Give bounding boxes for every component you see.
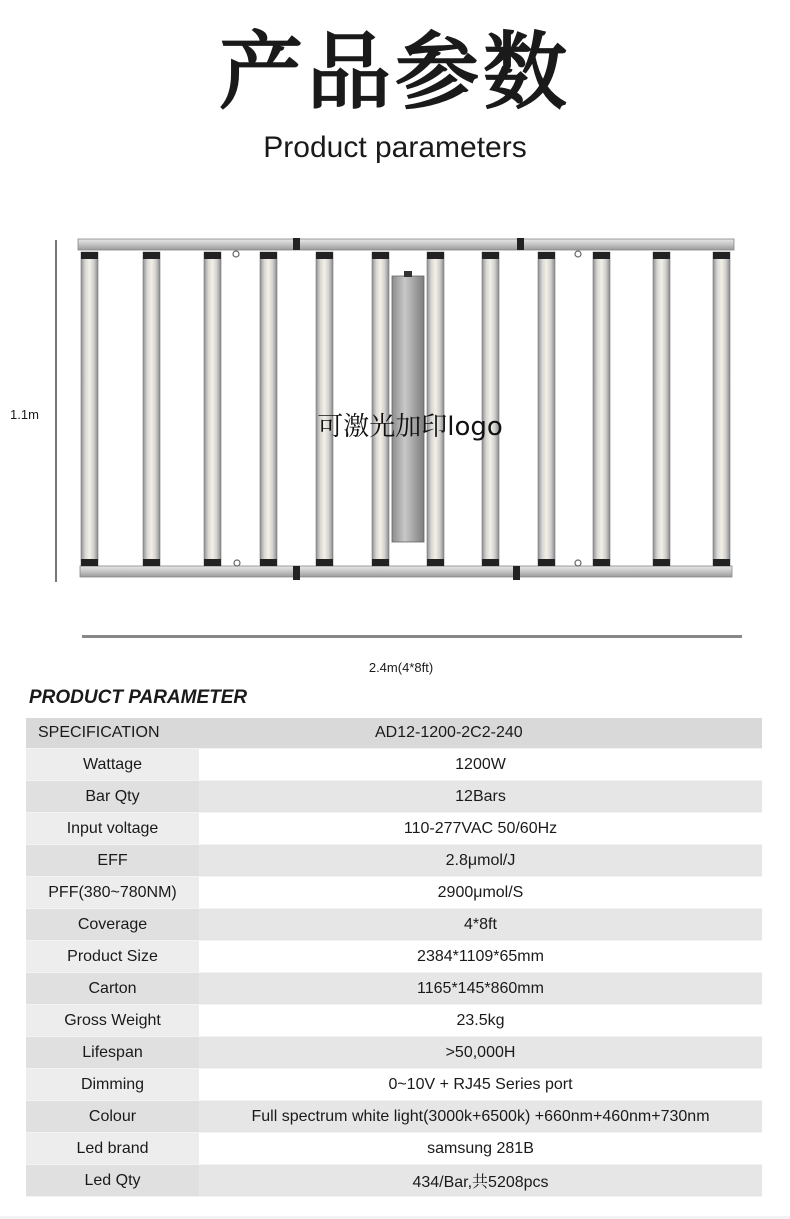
spec-label: Bar Qty — [26, 781, 199, 813]
spec-header-row — [26, 718, 762, 749]
spec-label: Input voltage — [26, 813, 199, 845]
spec-value: 1200W — [199, 749, 762, 781]
spec-label: Led brand — [26, 1133, 199, 1165]
width-dimension-label: 2.4m(4*8ft) — [368, 660, 434, 675]
spec-label: Lifespan — [26, 1037, 199, 1069]
page-title-en: Product parameters — [263, 131, 527, 164]
spec-value: Full spectrum white light(3000k+6500k) +660nm+460nm+730nm — [199, 1101, 762, 1133]
table-row — [26, 1165, 762, 1197]
spec-label: PFF(380~780NM) — [26, 877, 199, 909]
spec-label: Carton — [26, 973, 199, 1005]
spec-table — [26, 718, 762, 1197]
spec-label: Colour — [26, 1101, 199, 1133]
table-row — [26, 1101, 762, 1133]
spec-value: 23.5kg — [199, 1005, 762, 1037]
spec-value: 1165*145*860mm — [199, 973, 762, 1005]
table-row — [26, 1037, 762, 1069]
spec-value: 110-277VAC 50/60Hz — [199, 813, 762, 845]
spec-header-value: AD12-1200-2C2-240 — [199, 718, 762, 749]
spec-value: samsung 281B — [199, 1133, 762, 1165]
spec-value: >50,000H — [199, 1037, 762, 1069]
spec-header-label: SPECIFICATION — [26, 718, 199, 749]
spec-value: 2384*1109*65mm — [199, 941, 762, 973]
height-dimension-label: 1.1m — [10, 407, 39, 422]
table-row — [26, 781, 762, 813]
table-row — [26, 1005, 762, 1037]
spec-value: 2.8μmol/J — [199, 845, 762, 877]
table-row — [26, 813, 762, 845]
spec-value: 2900μmol/S — [199, 877, 762, 909]
table-row — [26, 845, 762, 877]
spec-value: 12Bars — [199, 781, 762, 813]
spec-label: Gross Weight — [26, 1005, 199, 1037]
table-row — [26, 909, 762, 941]
spec-label: Wattage — [26, 749, 199, 781]
table-row — [26, 973, 762, 1005]
spec-label: Dimming — [26, 1069, 199, 1101]
spec-label: Led Qty — [26, 1165, 199, 1197]
page-title-cn: 产品参数 — [218, 23, 571, 121]
spec-value: 434/Bar,共5208pcs — [199, 1165, 762, 1197]
spec-label: Product Size — [26, 941, 199, 973]
table-row — [26, 749, 762, 781]
spec-label: EFF — [26, 845, 199, 877]
spec-value: 4*8ft — [199, 909, 762, 941]
logo-note: 可激光加印logo — [317, 412, 503, 442]
table-row — [26, 1069, 762, 1101]
table-row — [26, 941, 762, 973]
table-row — [26, 877, 762, 909]
spec-label: Coverage — [26, 909, 199, 941]
section-heading: PRODUCT PARAMETER — [29, 687, 248, 708]
table-row — [26, 1133, 762, 1165]
width-dimension-line — [82, 635, 742, 638]
spec-value: 0~10V + RJ45 Series port — [199, 1069, 762, 1101]
